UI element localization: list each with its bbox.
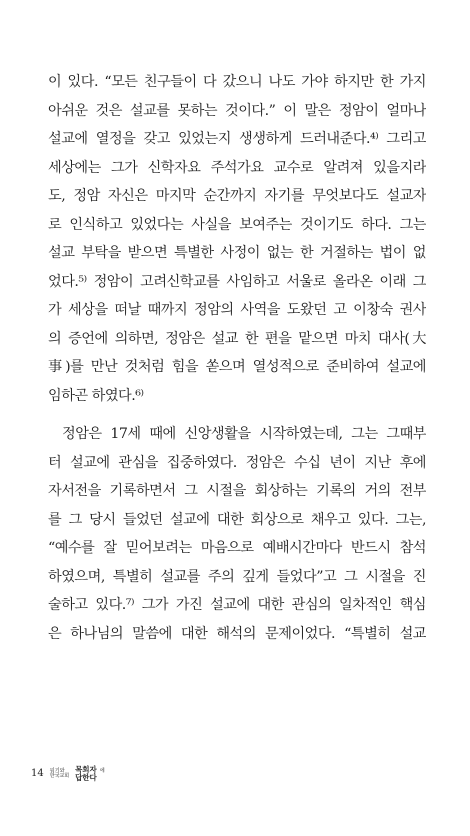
book-title-part: 답한다 bbox=[75, 772, 97, 782]
series-top-label: 워기와 bbox=[49, 767, 65, 774]
text-line: 은 하나님의 말씀에 대한 해석의 문제이었다. “특별히 설교 bbox=[48, 625, 426, 642]
text-line: 아쉬운 것은 설교를 못하는 것이다.” 이 말은 정암이 얼마나 bbox=[48, 102, 426, 119]
text-line: 로 인식하고 있었다는 사실을 보여주는 것이기도 하다. 그는 bbox=[48, 216, 426, 233]
series-label bbox=[50, 769, 69, 779]
text-line: 를 그 당시 들었던 설교에 대한 회상으로 채우고 있다. 그는, bbox=[48, 511, 426, 528]
page-footer bbox=[31, 766, 105, 781]
text-line: 도, 정암 자신은 마지막 순간까지 자기를 무엇보다도 설교자 bbox=[48, 188, 426, 204]
paragraph-gap bbox=[48, 410, 426, 420]
series-sub-label: 한국교회 bbox=[49, 772, 70, 779]
text-line: 세상에는 그가 신학자요 주석가요 교수로 알려져 있을지라 bbox=[48, 159, 426, 176]
text-line: 었다.⁵⁾ 정암이 고려신학교를 사임하고 서울로 올라온 이래 그 bbox=[48, 273, 426, 290]
text-line: 설교 부탁을 받으면 특별한 사정이 없는 한 거절하는 법이 없 bbox=[48, 245, 426, 261]
book-title bbox=[75, 766, 105, 781]
book-title-particle: 에 bbox=[99, 767, 105, 774]
text-line: 가 세상을 떠날 때까지 정암의 사역을 도왔던 고 이창숙 권사 bbox=[48, 302, 426, 318]
text-line: 하였으며, 특별히 설교를 주의 깊게 들었다”고 그 시절을 진 bbox=[48, 568, 426, 585]
text-line: 정암은 17세 때에 신앙생활을 시작하였는데, 그는 그때부 bbox=[62, 426, 426, 442]
text-line: 임하곤 하였다.⁶⁾ bbox=[48, 387, 144, 404]
text-line: 술하고 있다.⁷⁾ 그가 가진 설교에 대한 관심의 일차적인 핵심 bbox=[48, 597, 426, 613]
page-number: 14 bbox=[31, 768, 44, 779]
text-line: 事)를 만난 것처럼 힘을 쏟으며 열성적으로 준비하여 설교에 bbox=[48, 359, 426, 375]
body-text bbox=[48, 68, 426, 648]
text-line: 이 있다. “모든 친구들이 다 갔으니 나도 가야 하지만 한 가지 bbox=[48, 74, 426, 90]
text-line: 설교에 열정을 갖고 있었는지 생생하게 드러내준다.⁴⁾ 그리고 bbox=[48, 131, 426, 147]
text-line: 자서전을 기록하면서 그 시절을 회상하는 기록의 거의 전부 bbox=[48, 483, 426, 499]
text-line: 의 증언에 의하면, 정암은 설교 한 편을 맡으면 마치 대사(大 bbox=[48, 330, 426, 347]
book-title-part: 목회자 bbox=[75, 765, 97, 774]
text-line: 터 설교에 관심을 집중하였다. 정암은 수십 년이 지난 후에 bbox=[48, 454, 426, 471]
text-line: “예수를 잘 믿어보려는 마음으로 예배시간마다 반드시 참석 bbox=[48, 540, 426, 556]
